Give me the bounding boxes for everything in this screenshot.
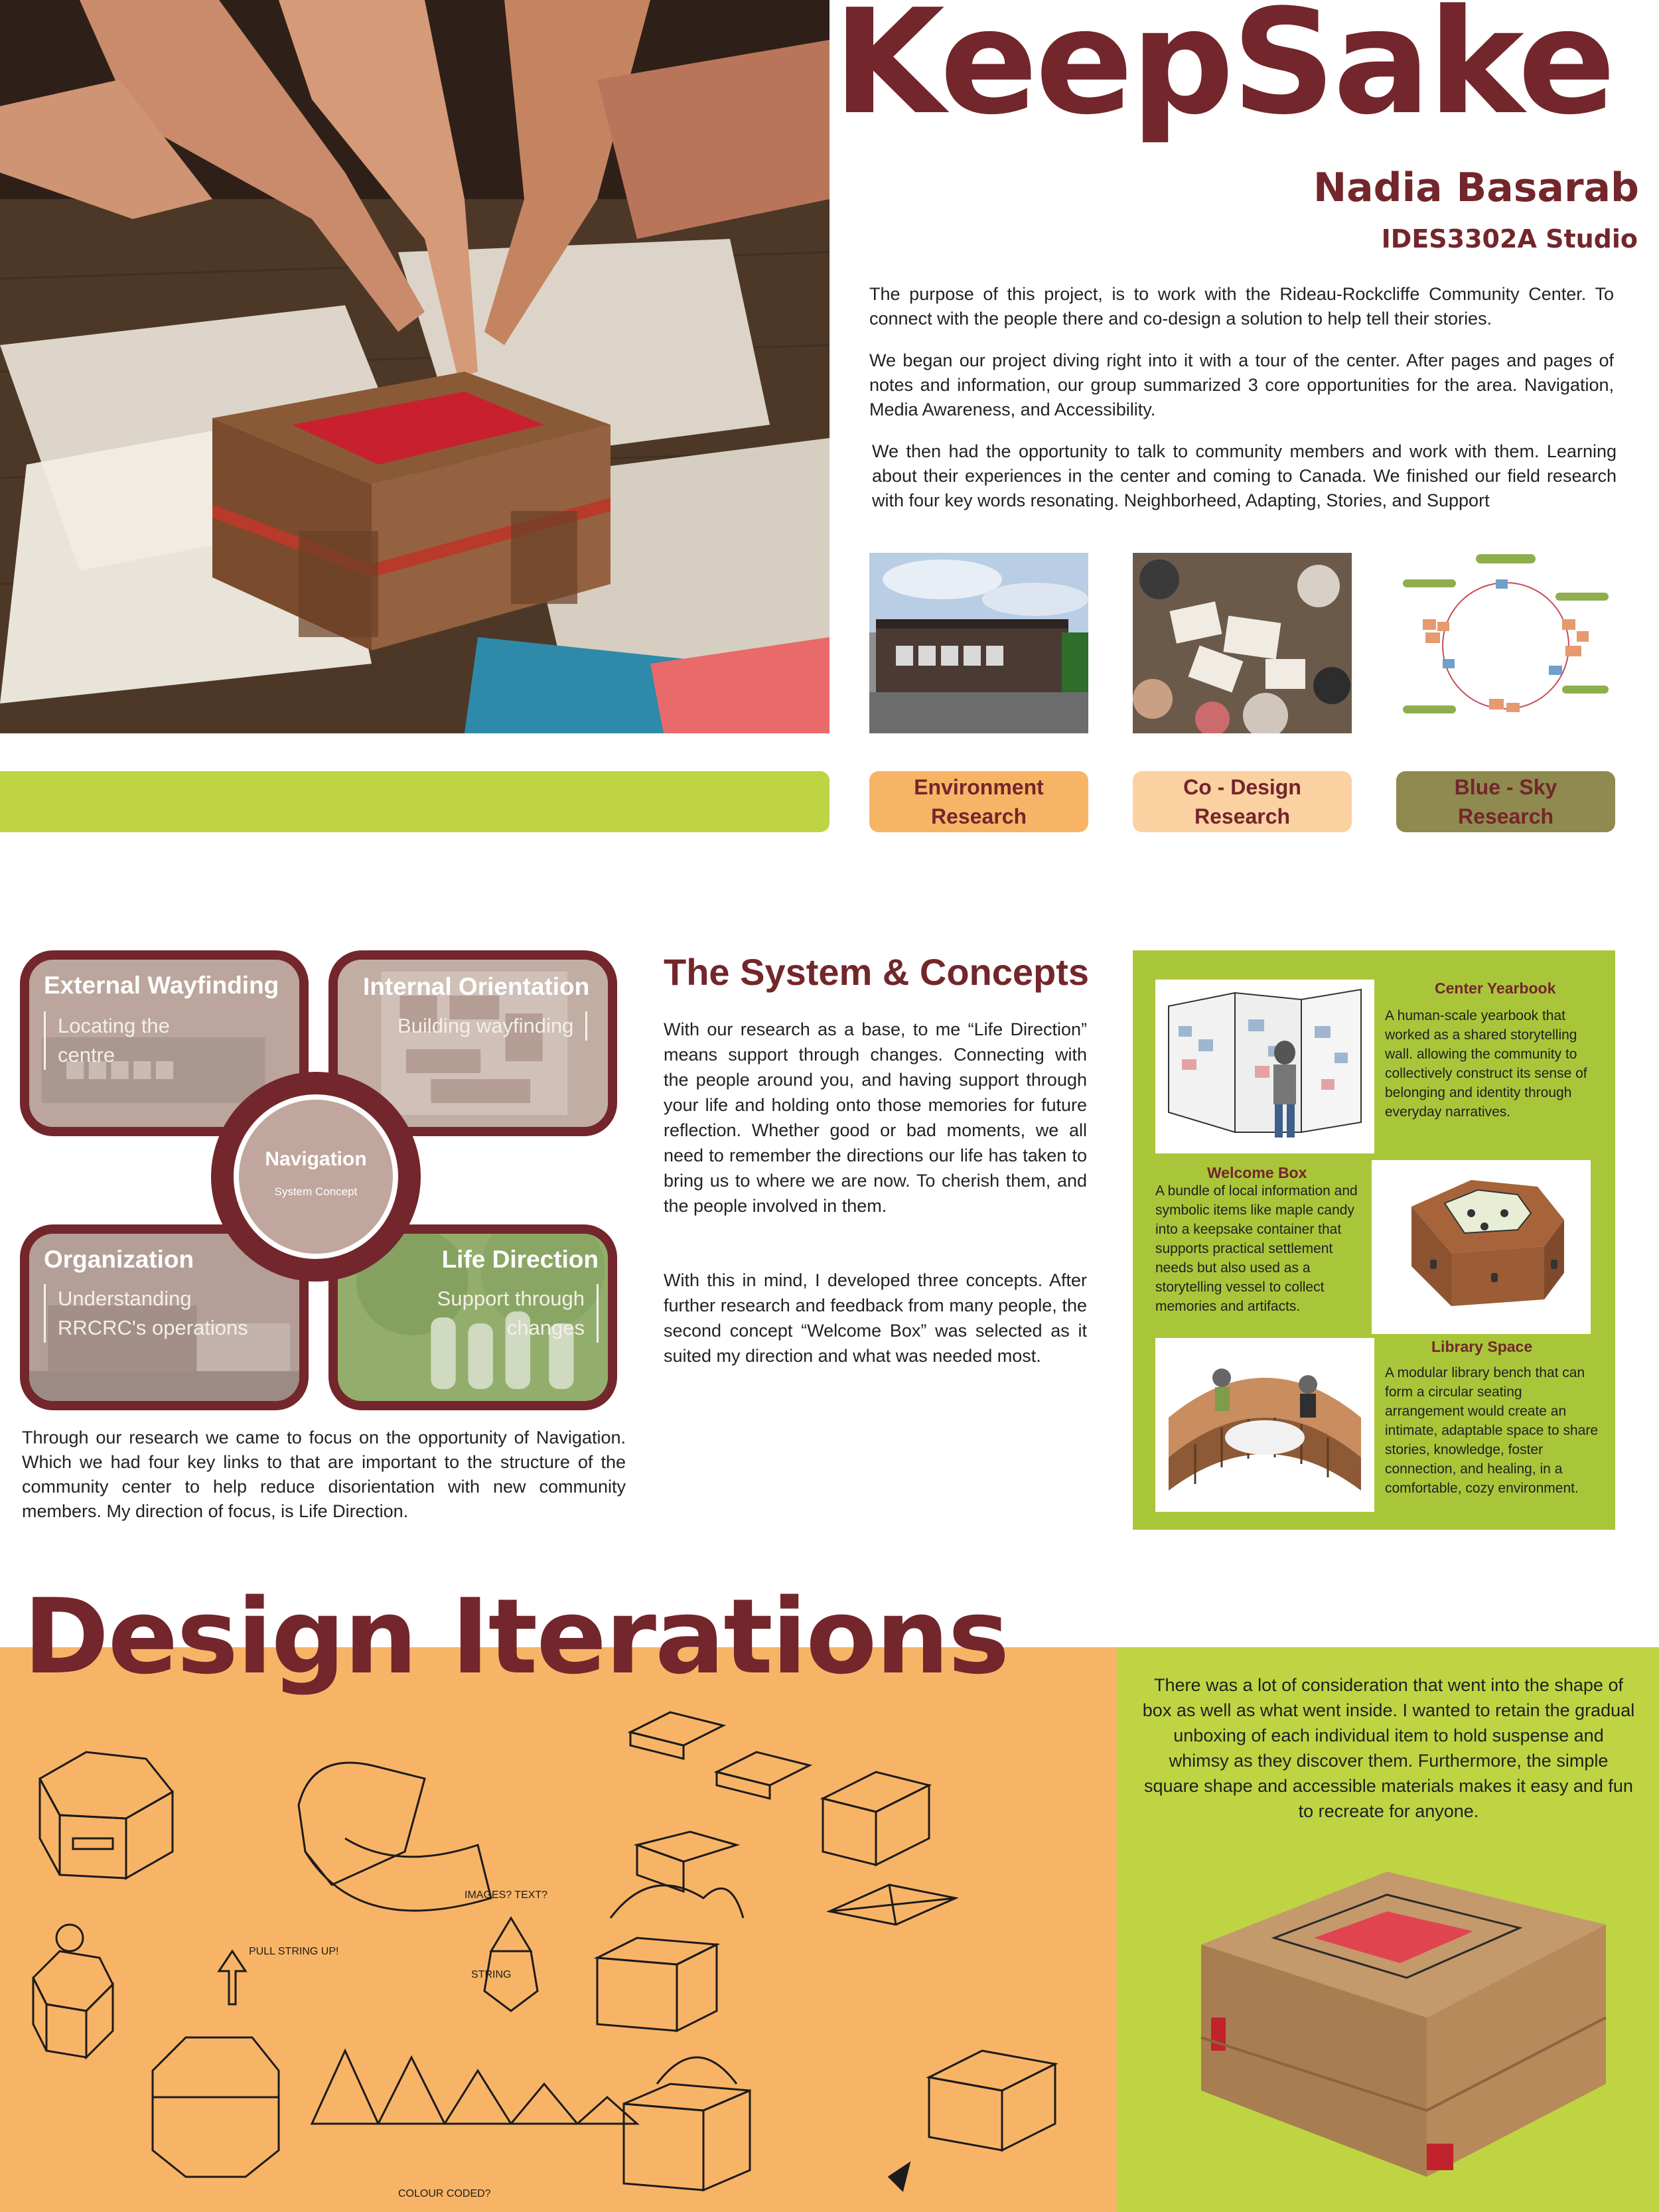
sketch-note: IMAGES? TEXT?	[465, 1889, 548, 1901]
quadrant-subtitle: Locating the centre	[44, 1011, 170, 1070]
navigation-subtitle: System Concept	[274, 1185, 358, 1198]
intro-paragraph: We then had the opportunity to talk to community members and work with them. Learning about their experiences in the center and coming to Canada. We finished our field research with four key words resonating. Neighborheed, Adapting, Stories, and Support	[872, 441, 1617, 510]
sketch-note: PULL STRING UP!	[249, 1946, 339, 1957]
quadrant-subtitle: Support through changes	[437, 1284, 599, 1343]
quadrant-subtitle: Building wayfinding	[397, 1011, 587, 1041]
iterations-title: Design Iterations	[23, 1576, 1009, 1697]
center-yearbook-image	[1155, 980, 1374, 1153]
library-space-image	[1155, 1338, 1374, 1512]
accent-bar	[0, 771, 830, 832]
concept-description: A human-scale yearbook that worked as a shared storytelling wall. allowing the community to collectively construct its sense of belonging and identity through everyday narratives.	[1385, 1008, 1587, 1120]
quadrant-subtitle: Understanding RRCRC's operations	[44, 1284, 248, 1343]
quadrant-title: External Wayfinding	[44, 972, 279, 999]
navigation-title: Navigation	[265, 1148, 367, 1170]
quadrant-title: Life Direction	[441, 1246, 599, 1273]
system-paragraph: With our research as a base, to me “Life Direction” means support through changes. Connecting with the people around you, and having support through your life and holding onto those memories for future reflection. Whether good or bad moments, we all need to remember the directions our life has taken to bring us to where we are now. To cherish them, and the people involved in them.	[664, 1019, 1087, 1216]
course-name: IDES3302A Studio	[1381, 224, 1638, 254]
concept-title: Center Yearbook	[1435, 980, 1556, 997]
sketch-note: COLOUR CODED?	[398, 2188, 491, 2199]
intro-paragraph: We began our project diving right into it with a tour of the center. After pages and pages of notes and information, our group summarized 3 core opportunities for the area. Navigation, Media Awareness, and Accessibility.	[869, 350, 1614, 419]
system-paragraph: With this in mind, I developed three concepts. After further research and feedback from many people, the second concept “Welcome Box” was selected as it suited my direction and what was needed most.	[664, 1270, 1087, 1366]
concept-description: A bundle of local information and symbolic items like maple candy into a keepsake container that supports practical settlement needs but also used as a storytelling vessel to collect memories and artifacts.	[1155, 1183, 1358, 1314]
concept-title: Library Space	[1431, 1338, 1533, 1355]
environment-research-label: Environment Research	[869, 771, 1088, 832]
hero-photo	[0, 0, 830, 733]
system-title: The System & Concepts	[664, 951, 1090, 993]
co-design-research-label: Co - Design Research	[1133, 771, 1352, 832]
blue-sky-research-label: Blue - Sky Research	[1396, 771, 1615, 832]
iterations-paragraph: There was a lot of consideration that went into the shape of box as well as what went inside. I wanted to retain the gradual unboxing of each individual item to hold suspense and whimsy as they discover them. Furthermore, the simple square shape and accessible materials makes it easy and fun to recreate for anyone.	[1142, 1675, 1635, 1821]
quadrant-title: Internal Orientation	[363, 973, 590, 1000]
quadrant-title: Organization	[44, 1246, 194, 1273]
concept-description: A modular library bench that can form a circular seating arrangement would create an intimate, adaptable space to share stories, knowledge, foster connection, and healing, in a comfortable, cozy environment.	[1385, 1365, 1599, 1496]
iteration-sketches	[0, 1699, 1117, 2212]
intro-paragraph: The purpose of this project, is to work with the Rideau-Rockcliffe Community Center. To connect with the people there and co-design a solution to help tell their stories.	[869, 284, 1614, 329]
page-title: KeepSake	[833, 0, 1613, 147]
co-design-research-photo	[1133, 553, 1352, 733]
final-keepsake-box-photo	[1188, 1832, 1619, 2203]
navigation-paragraph: Through our research we came to focus on the opportunity of Navigation. Which we had four key links to that are important to the structure of the community center to help reduce disorientation with new community members. My direction of focus, is Life Direction.	[22, 1428, 626, 1521]
sketch-note: STRING	[471, 1969, 512, 1980]
author-name: Nadia Basarab	[1313, 165, 1639, 211]
environment-research-photo	[869, 553, 1088, 733]
concepts-panel	[1133, 950, 1615, 1530]
navigation-core	[234, 1094, 398, 1259]
concept-title: Welcome Box	[1207, 1164, 1307, 1181]
blue-sky-research-diagram	[1396, 553, 1615, 733]
welcome-box-image	[1372, 1160, 1591, 1334]
hero-photo-illustration	[0, 0, 830, 733]
